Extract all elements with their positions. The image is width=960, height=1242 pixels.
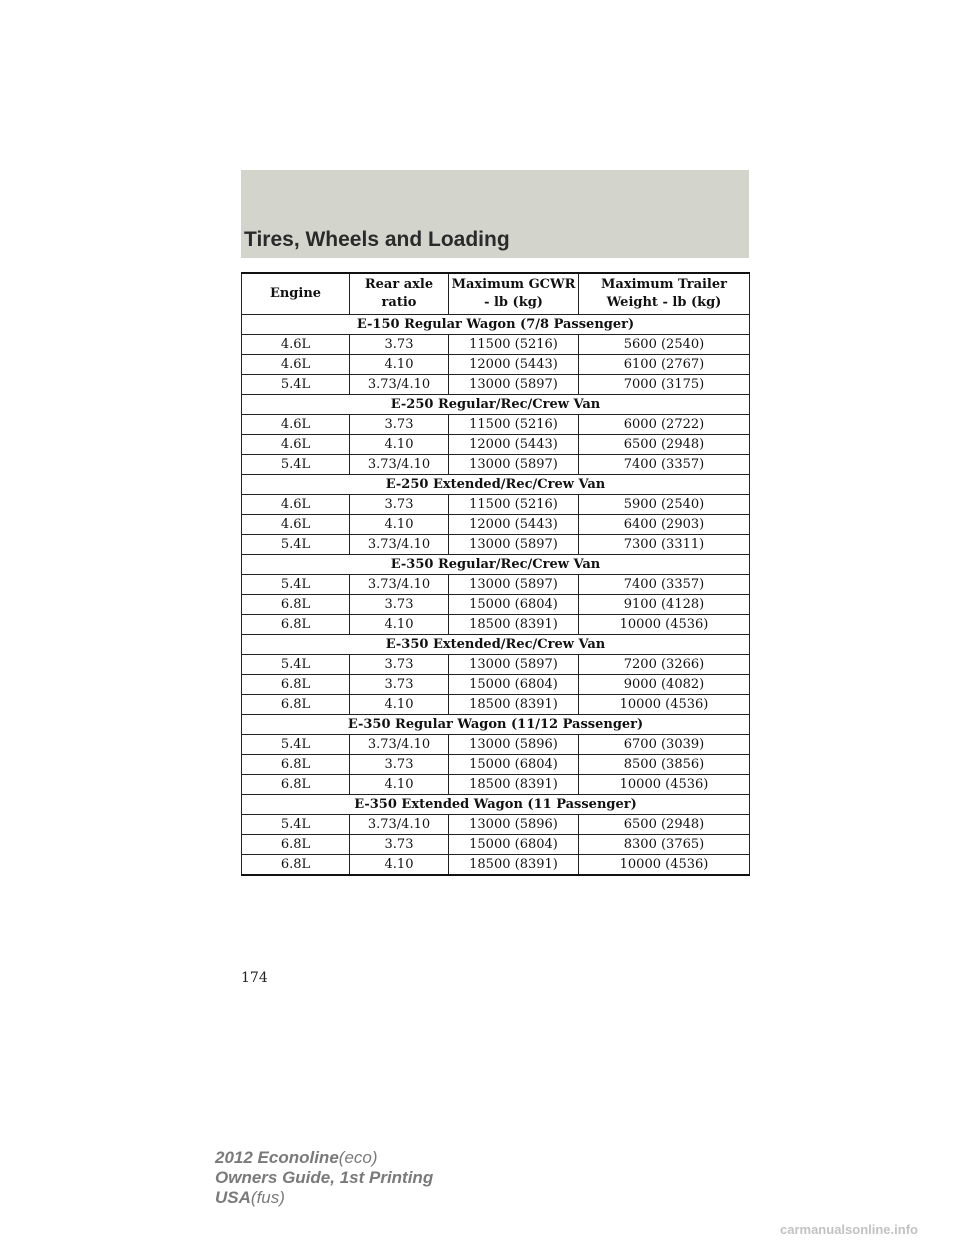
table-group-row: [242, 395, 750, 415]
table-row: [242, 775, 750, 795]
cell-axle-ratio: 4.10: [350, 515, 449, 535]
group-title: E-350 Extended Wagon (11 Passenger): [242, 795, 750, 815]
cell-axle-ratio: 4.10: [350, 775, 449, 795]
cell-trailer-weight: 6500 (2948): [579, 435, 750, 455]
footer-model-code: (eco): [338, 1148, 378, 1167]
cell-axle-ratio: 3.73: [350, 675, 449, 695]
cell-gcwr: 18500 (8391): [449, 775, 579, 795]
cell-trailer-weight: 6100 (2767): [579, 355, 750, 375]
group-title: E-350 Extended/Rec/Crew Van: [242, 635, 750, 655]
cell-axle-ratio: 3.73: [350, 335, 449, 355]
cell-gcwr: 12000 (5443): [449, 515, 579, 535]
cell-trailer-weight: 7400 (3357): [579, 575, 750, 595]
table-row: [242, 335, 750, 355]
cell-engine: 6.8L: [242, 755, 350, 775]
cell-engine: 4.6L: [242, 435, 350, 455]
watermark: carmanualsonline.info: [780, 1222, 918, 1237]
cell-trailer-weight: 5900 (2540): [579, 495, 750, 515]
cell-gcwr: 13000 (5897): [449, 375, 579, 395]
table-row: [242, 455, 750, 475]
cell-axle-ratio: 3.73/4.10: [350, 535, 449, 555]
cell-engine: 4.6L: [242, 495, 350, 515]
page-number: 174: [241, 970, 268, 986]
column-header-trailer-weight: Maximum Trailer Weight - lb (kg): [579, 273, 750, 315]
cell-engine: 5.4L: [242, 535, 350, 555]
cell-engine: 6.8L: [242, 695, 350, 715]
cell-engine: 5.4L: [242, 455, 350, 475]
table-row: [242, 575, 750, 595]
table-row: [242, 675, 750, 695]
cell-engine: 5.4L: [242, 375, 350, 395]
table-row: [242, 595, 750, 615]
cell-gcwr: 18500 (8391): [449, 615, 579, 635]
cell-axle-ratio: 4.10: [350, 615, 449, 635]
table-row: [242, 815, 750, 835]
table-row: [242, 415, 750, 435]
cell-engine: 5.4L: [242, 655, 350, 675]
cell-engine: 6.8L: [242, 775, 350, 795]
cell-trailer-weight: 8500 (3856): [579, 755, 750, 775]
trailer-towing-table: [241, 272, 750, 876]
cell-trailer-weight: 10000 (4536): [579, 855, 750, 876]
cell-trailer-weight: 6400 (2903): [579, 515, 750, 535]
cell-engine: 6.8L: [242, 675, 350, 695]
table-row: [242, 855, 750, 876]
document-footer: [215, 1148, 433, 1208]
cell-axle-ratio: 3.73/4.10: [350, 455, 449, 475]
cell-trailer-weight: 7400 (3357): [579, 455, 750, 475]
table-row: [242, 515, 750, 535]
cell-trailer-weight: 5600 (2540): [579, 335, 750, 355]
footer-market: USA: [215, 1188, 251, 1207]
group-title: E-350 Regular/Rec/Crew Van: [242, 555, 750, 575]
cell-gcwr: 18500 (8391): [449, 855, 579, 876]
cell-engine: 6.8L: [242, 595, 350, 615]
cell-engine: 6.8L: [242, 835, 350, 855]
cell-engine: 5.4L: [242, 735, 350, 755]
footer-model: 2012 Econoline: [215, 1148, 339, 1167]
cell-trailer-weight: 10000 (4536): [579, 615, 750, 635]
cell-trailer-weight: 9000 (4082): [579, 675, 750, 695]
cell-axle-ratio: 3.73/4.10: [350, 735, 449, 755]
cell-engine: 4.6L: [242, 415, 350, 435]
cell-gcwr: 11500 (5216): [449, 495, 579, 515]
group-title: E-150 Regular Wagon (7/8 Passenger): [242, 315, 750, 335]
cell-axle-ratio: 3.73: [350, 595, 449, 615]
cell-trailer-weight: 6000 (2722): [579, 415, 750, 435]
table-body: [242, 315, 750, 876]
cell-gcwr: 18500 (8391): [449, 695, 579, 715]
cell-axle-ratio: 4.10: [350, 695, 449, 715]
cell-trailer-weight: 7000 (3175): [579, 375, 750, 395]
cell-trailer-weight: 10000 (4536): [579, 695, 750, 715]
cell-gcwr: 12000 (5443): [449, 355, 579, 375]
cell-gcwr: 13000 (5896): [449, 735, 579, 755]
cell-gcwr: 15000 (6804): [449, 755, 579, 775]
table-row: [242, 355, 750, 375]
table-group-row: [242, 635, 750, 655]
cell-engine: 4.6L: [242, 335, 350, 355]
footer-line-2: Owners Guide, 1st Printing: [215, 1168, 434, 1187]
cell-engine: 5.4L: [242, 815, 350, 835]
cell-gcwr: 13000 (5897): [449, 575, 579, 595]
footer-line-1: [215, 1148, 433, 1168]
cell-axle-ratio: 3.73/4.10: [350, 815, 449, 835]
cell-engine: 4.6L: [242, 355, 350, 375]
section-title: Tires, Wheels and Loading: [244, 228, 510, 251]
footer-market-code: (fus): [250, 1188, 285, 1207]
cell-trailer-weight: 7200 (3266): [579, 655, 750, 675]
cell-axle-ratio: 3.73/4.10: [350, 575, 449, 595]
cell-gcwr: 13000 (5897): [449, 655, 579, 675]
table-row: [242, 695, 750, 715]
cell-axle-ratio: 3.73/4.10: [350, 375, 449, 395]
cell-engine: 4.6L: [242, 515, 350, 535]
cell-axle-ratio: 4.10: [350, 355, 449, 375]
table-row: [242, 495, 750, 515]
table-group-row: [242, 715, 750, 735]
cell-trailer-weight: 10000 (4536): [579, 775, 750, 795]
table-row: [242, 615, 750, 635]
table-group-row: [242, 475, 750, 495]
cell-gcwr: 15000 (6804): [449, 675, 579, 695]
cell-trailer-weight: 8300 (3765): [579, 835, 750, 855]
table-row: [242, 655, 750, 675]
table-group-row: [242, 315, 750, 335]
cell-gcwr: 11500 (5216): [449, 415, 579, 435]
group-title: E-350 Regular Wagon (11/12 Passenger): [242, 715, 750, 735]
group-title: E-250 Regular/Rec/Crew Van: [242, 395, 750, 415]
table-group-row: [242, 555, 750, 575]
cell-axle-ratio: 3.73: [350, 655, 449, 675]
footer-line-3: [215, 1188, 433, 1208]
table-header-row: [242, 273, 750, 315]
cell-trailer-weight: 6500 (2948): [579, 815, 750, 835]
cell-engine: 5.4L: [242, 575, 350, 595]
cell-trailer-weight: 6700 (3039): [579, 735, 750, 755]
cell-trailer-weight: 9100 (4128): [579, 595, 750, 615]
cell-axle-ratio: 3.73: [350, 495, 449, 515]
cell-gcwr: 12000 (5443): [449, 435, 579, 455]
column-header-engine: Engine: [242, 273, 350, 315]
group-title: E-250 Extended/Rec/Crew Van: [242, 475, 750, 495]
table-row: [242, 755, 750, 775]
table-group-row: [242, 795, 750, 815]
cell-engine: 6.8L: [242, 855, 350, 876]
cell-gcwr: 15000 (6804): [449, 835, 579, 855]
cell-engine: 6.8L: [242, 615, 350, 635]
table-row: [242, 375, 750, 395]
cell-gcwr: 15000 (6804): [449, 595, 579, 615]
cell-gcwr: 11500 (5216): [449, 335, 579, 355]
column-header-axle-ratio: Rear axle ratio: [350, 273, 449, 315]
table-row: [242, 835, 750, 855]
column-header-gcwr: Maximum GCWR - lb (kg): [449, 273, 579, 315]
cell-axle-ratio: 4.10: [350, 855, 449, 876]
cell-trailer-weight: 7300 (3311): [579, 535, 750, 555]
cell-gcwr: 13000 (5897): [449, 455, 579, 475]
cell-axle-ratio: 4.10: [350, 435, 449, 455]
cell-gcwr: 13000 (5897): [449, 535, 579, 555]
cell-axle-ratio: 3.73: [350, 415, 449, 435]
cell-axle-ratio: 3.73: [350, 835, 449, 855]
cell-axle-ratio: 3.73: [350, 755, 449, 775]
table-row: [242, 535, 750, 555]
cell-gcwr: 13000 (5896): [449, 815, 579, 835]
table-row: [242, 735, 750, 755]
table-row: [242, 435, 750, 455]
